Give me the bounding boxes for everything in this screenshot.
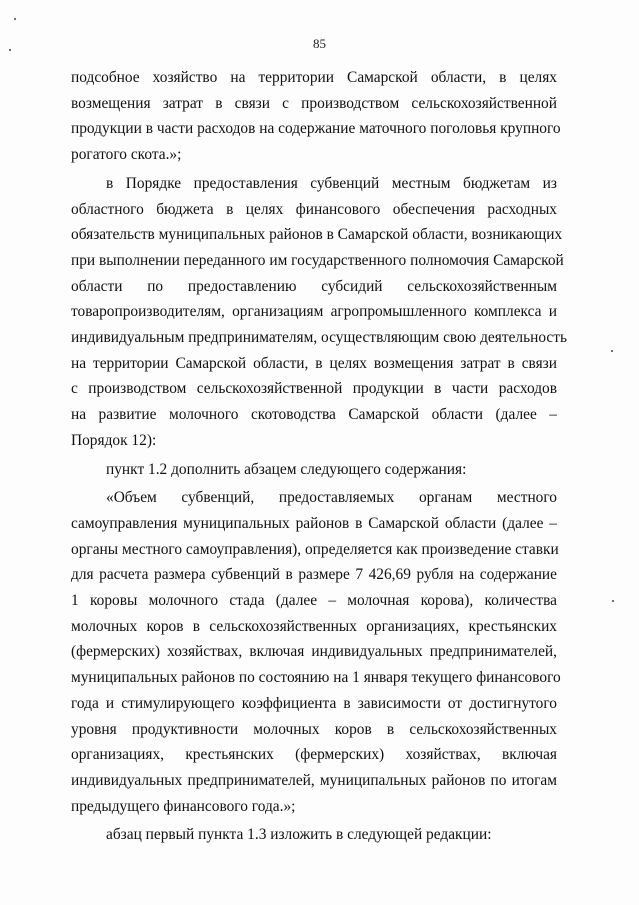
text-line: организациях, крестьянских (фермерских) хозяйствах, включая xyxy=(71,746,557,764)
text-line: с производством сельскохозяйственной продукции в части расходов xyxy=(71,380,557,398)
text-line: продукции в части расходов на содержание маточного поголовья крупного xyxy=(71,120,561,138)
text-line: пункт 1.2 дополнить абзацем следующего содержания: xyxy=(106,460,467,478)
scan-speck xyxy=(612,600,614,602)
paragraph-item-1-2 xyxy=(71,457,557,483)
text-line: в Порядке предоставления субвенций местным бюджетам из xyxy=(106,174,557,192)
text-line: на развитие молочного скотоводства Самарской области (далее – xyxy=(71,406,557,424)
text-line: рогатого скота.»; xyxy=(71,146,182,164)
paragraph-quoted-amendment xyxy=(71,485,561,819)
paragraph-item-1-3 xyxy=(71,822,557,848)
paragraph-order-12 xyxy=(71,171,567,454)
text-line: самоуправления муниципальных районов в Самарской области (далее – xyxy=(71,514,557,532)
text-line: (фермерских) хозяйствах, включая индивидуальных предпринимателей, xyxy=(71,643,557,661)
text-line: «Объем субвенций, предоставляемых органам местного xyxy=(106,489,557,507)
page-number: 85 xyxy=(313,36,326,51)
text-line: при выполнении переданного им государственного полномочия Самарской xyxy=(71,251,564,269)
text-line: предыдущего финансового года.»; xyxy=(71,797,296,815)
text-line: товаропроизводителям, организациям агропромышленного комплекса и xyxy=(71,303,557,321)
text-line: для расчета размера субвенций в размере 7 426,69 рубля на содержание xyxy=(71,566,557,584)
paragraph-continuation xyxy=(71,65,561,168)
scan-speck xyxy=(611,350,613,352)
scan-speck xyxy=(9,49,11,51)
text-line: индивидуальным предпринимателям, осуществляющим свою деятельность xyxy=(71,329,567,347)
text-line: года и стимулирующего коэффициента в зависимости от достигнутого xyxy=(71,694,557,712)
text-line: областного бюджета в целях финансового обеспечения расходных xyxy=(71,200,557,218)
text-line: органы местного самоуправления), определяется как произведение ставки xyxy=(71,540,559,558)
scan-speck xyxy=(14,18,16,20)
text-line: области по предоставлению субсидий сельскохозяйственным xyxy=(71,277,557,295)
text-line: на территории Самарской области, в целях возмещения затрат в связи xyxy=(71,354,557,372)
text-line: обязательств муниципальных районов в Самарской области, возникающих xyxy=(71,226,563,244)
text-line: муниципальных районов по состоянию на 1 января текущего финансового xyxy=(71,669,561,687)
text-line: подсобное хозяйство на территории Самарской области, в целях xyxy=(71,69,557,86)
text-line: индивидуальных предпринимателей, муниципальных районов по итогам xyxy=(71,771,557,789)
document-body xyxy=(71,65,567,851)
text-line: 1 коровы молочного стада (далее – молочная корова), количества xyxy=(71,592,557,610)
text-line: Порядок 12): xyxy=(71,431,157,449)
text-line: молочных коров в сельскохозяйственных организациях, крестьянских xyxy=(71,617,557,635)
text-line: абзац первый пункта 1.3 изложить в следующей редакции: xyxy=(106,826,492,844)
text-line: уровня продуктивности молочных коров в сельскохозяйственных xyxy=(71,720,557,738)
text-line: возмещения затрат в связи с производством сельскохозяйственной xyxy=(71,94,557,112)
